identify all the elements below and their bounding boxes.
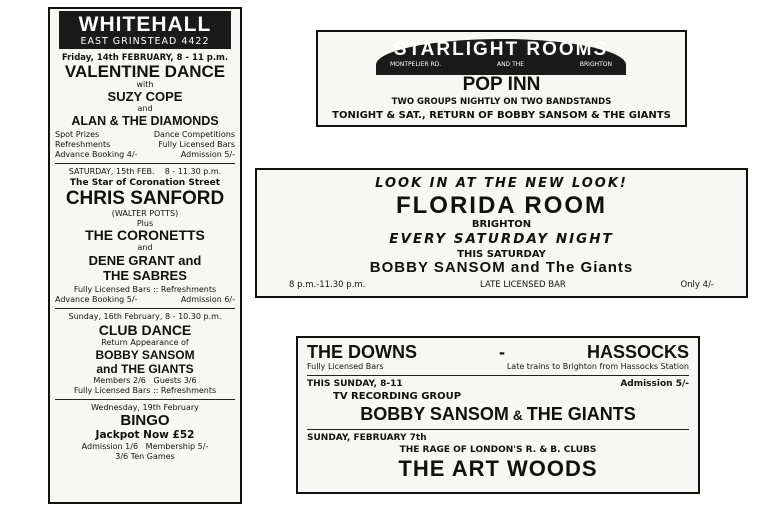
header-dash: - — [498, 342, 505, 362]
event-act: BOBBY SANSOM — [95, 348, 195, 362]
rage-line: THE RAGE OF LONDON'S R. & B. CLUBS — [399, 445, 597, 455]
venue-town: BRIGHTON — [471, 219, 532, 230]
event-info: Admission 1/6 Membership 5/- — [81, 442, 209, 451]
venue-name: FLORIDA ROOM — [395, 192, 608, 219]
event-info: Members 2/6 Guests 3/6 — [93, 376, 197, 385]
venue-name: THE DOWNS — [307, 342, 417, 362]
whitehall-banner — [59, 11, 231, 49]
event-date: SUNDAY, FEBRUARY 7th — [307, 433, 427, 443]
info-item: Spot Prizes — [55, 130, 100, 139]
divider — [55, 163, 235, 164]
divider — [55, 399, 235, 400]
event-act: BOBBY SANSOM and The Giants — [369, 259, 634, 276]
venue-street: MONTPELIER RD. — [390, 61, 442, 68]
event-jackpot: Jackpot Now £52 — [95, 429, 195, 441]
info-item: Fully Licensed Bars — [158, 140, 235, 149]
info-item: Advance Booking 5/- — [55, 295, 138, 304]
whitehall-advert — [48, 7, 242, 504]
event-date: Friday, 14th FEBRUARY, 8 - 11 p.m. — [61, 53, 229, 63]
info-item: Refreshments — [55, 140, 111, 149]
event-act: and THE GIANTS — [96, 362, 194, 376]
downs-content — [298, 338, 698, 481]
act-name: THE GIANTS — [526, 404, 636, 424]
venue-info-row — [307, 362, 689, 372]
event-and: and — [137, 243, 153, 252]
look-line: LOOK IN AT THE NEW LOOK! — [375, 176, 628, 191]
event-chris-sanford — [55, 167, 235, 305]
event-bingo — [55, 403, 235, 462]
downs-advert — [296, 336, 700, 494]
event-and: and — [137, 104, 153, 113]
bar-info: Fully Licensed Bars — [307, 362, 384, 371]
divider — [307, 429, 689, 430]
venue-location: EAST GRINSTEAD 4422 — [80, 36, 210, 47]
info-item: Dance Competitions — [153, 130, 235, 139]
event-alias: (WALTER POTTS) — [111, 209, 179, 218]
event-info-row — [55, 130, 235, 140]
event-act — [307, 403, 689, 426]
venue-and: AND THE — [496, 61, 525, 68]
venue-subline — [376, 61, 626, 69]
event-with: with — [136, 80, 154, 89]
return-line: TONIGHT & SAT., RETURN OF BOBBY SANSOM & THE GIANTS — [332, 110, 671, 121]
event-title: BINGO — [120, 412, 170, 429]
admission: Admission 5/- — [620, 379, 689, 389]
act-ampersand: & — [508, 407, 527, 423]
florida-advert — [255, 168, 748, 298]
event-act: DENE GRANT and — [88, 253, 202, 268]
event-date: Wednesday, 19th February — [91, 403, 199, 412]
event-info-row — [55, 140, 235, 150]
starlight-arc-banner — [376, 39, 626, 75]
venue-town: HASSOCKS — [586, 342, 689, 362]
venue-name: STARLIGHT ROOMS — [393, 39, 609, 60]
pop-inn-title: POP INN — [462, 74, 541, 95]
event-title: VALENTINE DANCE — [64, 62, 226, 81]
event-time: 8 p.m.-11.30 p.m. — [289, 280, 366, 290]
florida-footer — [289, 280, 714, 290]
every-saturday: EVERY SATURDAY NIGHT — [389, 231, 614, 247]
event-info-row — [55, 295, 235, 305]
this-saturday: THIS SATURDAY — [457, 249, 546, 260]
event-date: THIS SUNDAY, 8-11 — [307, 379, 403, 389]
tv-recording-line: TV RECORDING GROUP — [333, 391, 462, 402]
bar-info: LATE LICENSED BAR — [480, 280, 566, 290]
event-valentine — [55, 53, 235, 160]
event-act: THE SABRES — [103, 268, 187, 283]
event-date: SATURDAY, 15th FEB. 8 - 11.30 p.m. — [68, 167, 222, 176]
venue-name: WHITEHALL — [78, 13, 212, 36]
event-act: ALAN & THE DIAMONDS — [71, 114, 219, 128]
act-name: BOBBY SANSOM — [360, 404, 509, 424]
event-info: 3/6 Ten Games — [115, 452, 175, 461]
divider — [307, 375, 689, 376]
event-plus: Plus — [136, 219, 154, 228]
event-star: The Star of Coronation Street — [69, 178, 221, 188]
info-item: Admission 6/- — [180, 295, 235, 304]
event-club-dance — [55, 312, 235, 396]
event-title: CLUB DANCE — [98, 322, 192, 338]
event-return: Return Appearance of — [101, 338, 189, 347]
price: Only 4/- — [680, 280, 714, 290]
info-item: Advance Booking 4/- — [55, 150, 138, 159]
event-date-row — [307, 379, 689, 390]
event-act: THE CORONETTS — [85, 227, 205, 243]
event-info-row — [55, 150, 235, 160]
event-date: Sunday, 16th February, 8 - 10.30 p.m. — [68, 312, 222, 321]
event-info: Fully Licensed Bars :: Refreshments — [73, 386, 217, 395]
bandstands-line: TWO GROUPS NIGHTLY ON TWO BANDSTANDS — [391, 97, 612, 107]
venue-town: BRIGHTON — [579, 61, 612, 68]
venue-header — [307, 342, 689, 362]
divider — [55, 308, 235, 309]
event-act: THE ART WOODS — [398, 456, 598, 481]
event-headliner: CHRIS SANFORD — [65, 188, 225, 209]
starlight-advert — [316, 30, 687, 127]
event-act: SUZY COPE — [107, 89, 183, 104]
info-item: Admission 5/- — [180, 150, 235, 159]
event-info: Fully Licensed Bars :: Refreshments — [73, 285, 217, 294]
train-info: Late trains to Brighton from Hassocks Station — [506, 362, 689, 371]
